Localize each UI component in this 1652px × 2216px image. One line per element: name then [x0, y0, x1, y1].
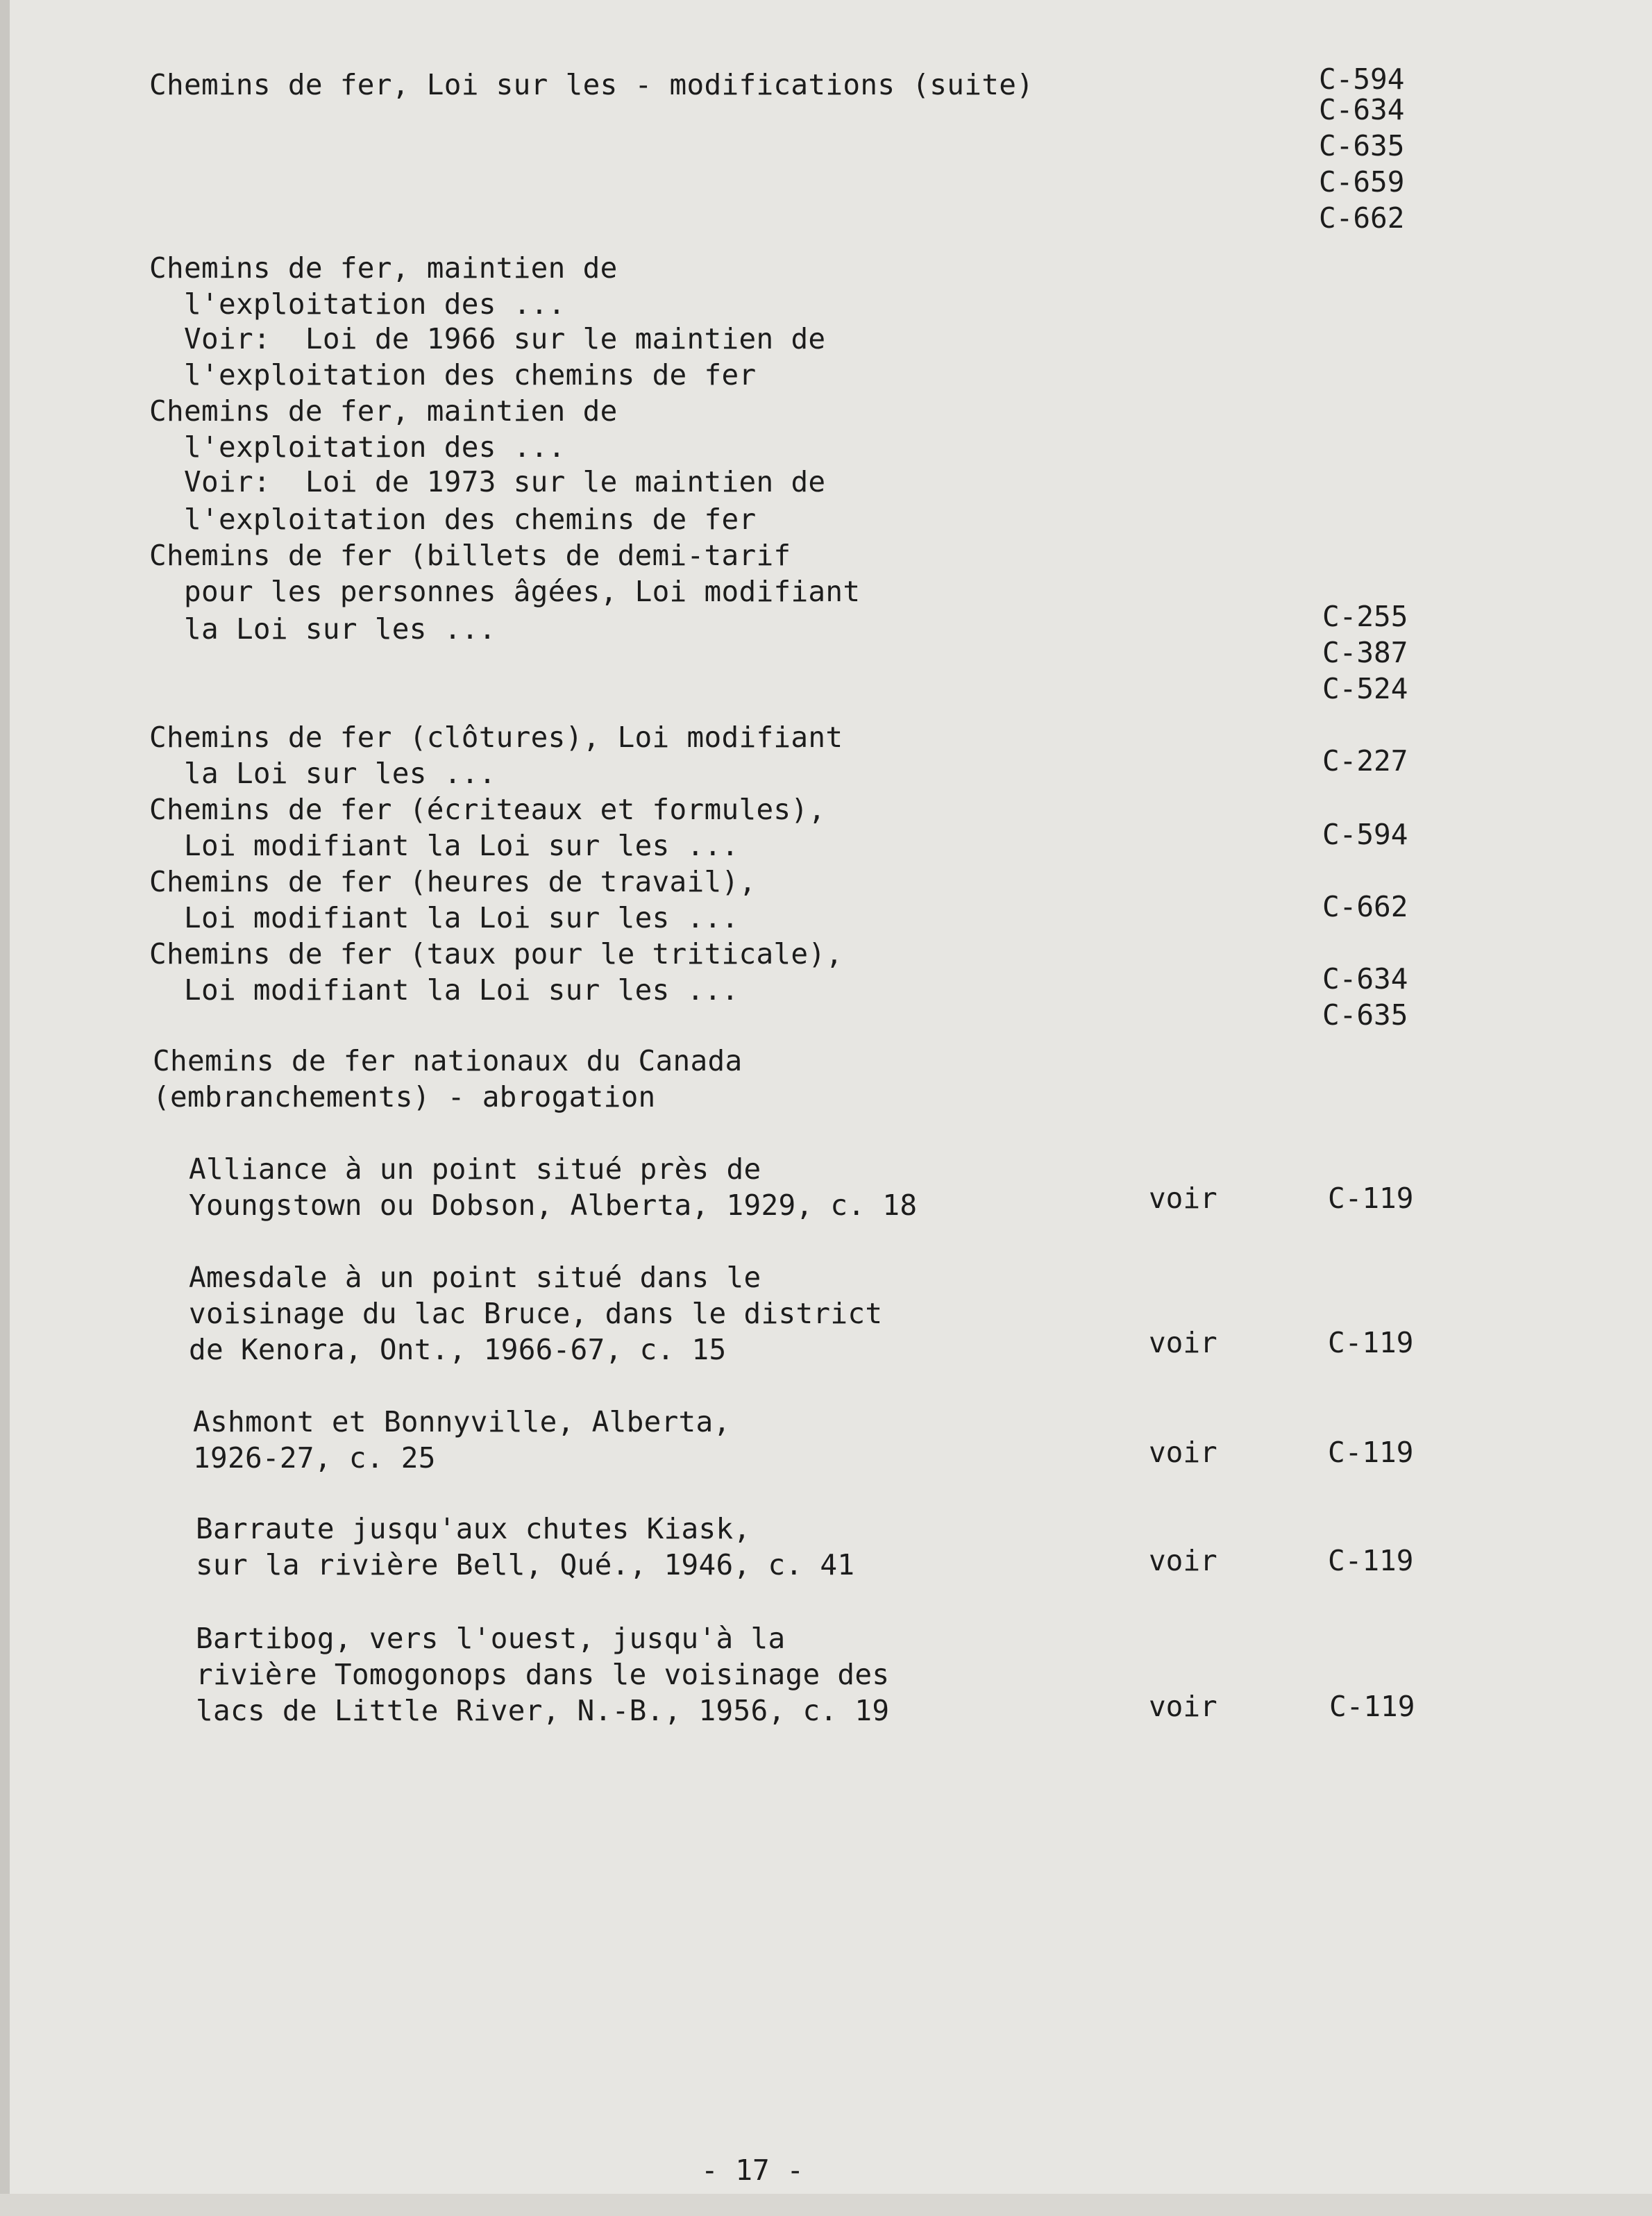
voir-label: voir: [1149, 1544, 1217, 1577]
entry-heading-line: Chemins de fer (taux pour le triticale),: [149, 937, 843, 971]
bill-code: C-662: [1322, 890, 1408, 923]
entry-continuation-line: Loi modifiant la Loi sur les ...: [184, 829, 739, 862]
entry-see-reference: Voir: Loi de 1966 sur le maintien de: [184, 322, 826, 355]
entry-heading-line: Chemins de fer (heures de travail),: [149, 865, 757, 898]
entry-heading-line: Chemins de fer, Loi sur les - modifications (suite): [149, 68, 1034, 101]
subentry-line: de Kenora, Ont., 1966-67, c. 15: [189, 1333, 727, 1366]
entry-continuation-line: pour les personnes âgées, Loi modifiant: [184, 575, 861, 608]
bill-code: C-634: [1322, 962, 1408, 996]
subentry-line: 1926-27, c. 25: [193, 1441, 436, 1475]
entry-heading-line: Chemins de fer, maintien de: [149, 251, 618, 285]
entry-heading-line: Chemins de fer (clôtures), Loi modifiant: [149, 721, 843, 754]
voir-label: voir: [1149, 1690, 1217, 1723]
bill-code: C-119: [1328, 1182, 1414, 1215]
entry-continuation-line: l'exploitation des ...: [184, 430, 566, 464]
bill-code: C-634: [1319, 93, 1405, 126]
entry-continuation-line: l'exploitation des ...: [184, 287, 566, 321]
entry-heading-line: Chemins de fer (billets de demi-tarif: [149, 539, 791, 572]
entry-continuation-line: l'exploitation des chemins de fer: [184, 358, 757, 392]
bill-code: C-119: [1328, 1436, 1414, 1469]
voir-label: voir: [1149, 1326, 1217, 1359]
bill-code: C-662: [1319, 201, 1405, 235]
entry-see-reference: Voir: Loi de 1973 sur le maintien de: [184, 465, 826, 498]
voir-label: voir: [1149, 1436, 1217, 1469]
subentry-line: Ashmont et Bonnyville, Alberta,: [193, 1405, 731, 1438]
entry-continuation-line: Loi modifiant la Loi sur les ...: [184, 973, 739, 1007]
bill-code: C-255: [1322, 600, 1408, 633]
entry-continuation-line: Loi modifiant la Loi sur les ...: [184, 901, 739, 934]
voir-label: voir: [1149, 1182, 1217, 1215]
entry-continuation-line: l'exploitation des chemins de fer: [184, 503, 757, 536]
subentry-line: voisinage du lac Bruce, dans le district: [189, 1297, 883, 1330]
subentry-line: Bartibog, vers l'ouest, jusqu'à la: [196, 1622, 786, 1655]
entry-continuation-line: la Loi sur les ...: [184, 612, 496, 646]
entry-continuation-line: la Loi sur les ...: [184, 757, 496, 790]
entry-heading-line: Chemins de fer (écriteaux et formules),: [149, 793, 826, 826]
scan-edge-left: [0, 0, 10, 2216]
bill-code: C-387: [1322, 636, 1408, 669]
bill-code: C-227: [1322, 744, 1408, 778]
bill-code: C-524: [1322, 672, 1408, 705]
bill-code: C-594: [1319, 62, 1405, 96]
bill-code: C-594: [1322, 818, 1408, 851]
entry-heading-line: Chemins de fer nationaux du Canada: [153, 1044, 743, 1077]
bill-code: C-635: [1322, 998, 1408, 1032]
page-number: - 17 -: [701, 2154, 804, 2187]
subentry-line: Alliance à un point situé près de: [189, 1152, 761, 1186]
bill-code: C-119: [1328, 1544, 1414, 1577]
subentry-line: rivière Tomogonops dans le voisinage des: [196, 1658, 890, 1691]
subentry-line: Amesdale à un point situé dans le: [189, 1261, 761, 1294]
bill-code: C-119: [1328, 1326, 1414, 1359]
entry-continuation-line: (embranchements) - abrogation: [153, 1080, 656, 1114]
scan-edge-bottom: [0, 2194, 1652, 2216]
bill-code: C-659: [1319, 165, 1405, 199]
entry-heading-line: Chemins de fer, maintien de: [149, 394, 618, 428]
subentry-line: lacs de Little River, N.-B., 1956, c. 19: [196, 1694, 890, 1727]
bill-code: C-635: [1319, 129, 1405, 162]
bill-code: C-119: [1329, 1690, 1415, 1723]
subentry-line: Youngstown ou Dobson, Alberta, 1929, c. 18: [189, 1189, 918, 1222]
subentry-line: Barraute jusqu'aux chutes Kiask,: [196, 1512, 751, 1545]
subentry-line: sur la rivière Bell, Qué., 1946, c. 41: [196, 1548, 855, 1581]
